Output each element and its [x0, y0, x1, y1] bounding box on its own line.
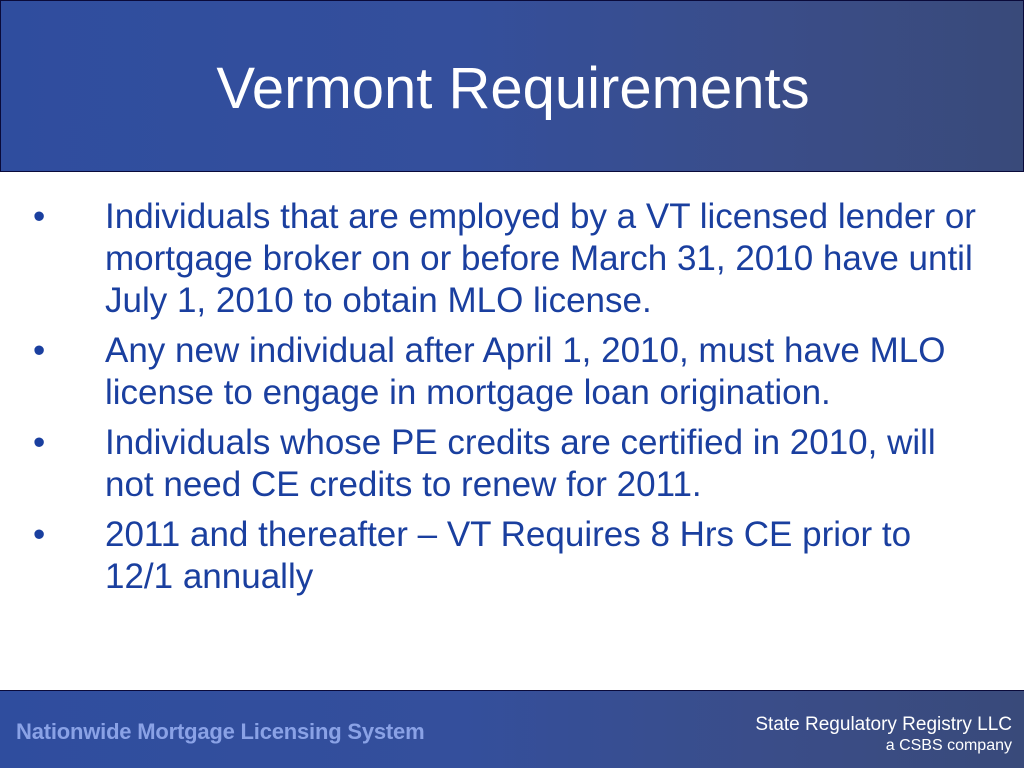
- slide-title: Vermont Requirements: [216, 56, 810, 121]
- footer-company-tagline: a CSBS company: [885, 737, 1012, 754]
- title-bar: [0, 0, 1024, 172]
- bullet-text: Individuals whose PE credits are certified in 2010, will not need CE credits to renew for 2011.: [105, 423, 936, 504]
- footer-company-info: [755, 713, 1012, 756]
- bullet-dot-icon: •: [33, 331, 46, 370]
- bullet-list: [0, 196, 1024, 606]
- bullet-item: [0, 422, 1024, 506]
- bullet-item: [0, 514, 1024, 598]
- bullet-item: [0, 330, 1024, 414]
- bullet-text: Any new individual after April 1, 2010, must have MLO license to engage in mortgage loan origination.: [105, 331, 946, 412]
- bullet-dot-icon: •: [33, 515, 46, 554]
- bullet-text: Individuals that are employed by a VT licensed lender or mortgage broker on or before March 31, 2010 have until July 1, 2010 to obtain MLO license.: [105, 197, 976, 320]
- footer-organization-name: Nationwide Mortgage Licensing System: [16, 719, 425, 744]
- footer-company-name: State Regulatory Registry LLC: [755, 714, 1012, 735]
- bullet-item: [0, 196, 1024, 322]
- bullet-dot-icon: •: [33, 423, 46, 462]
- bullet-dot-icon: •: [33, 197, 46, 236]
- bullet-text: 2011 and thereafter – VT Requires 8 Hrs CE prior to 12/1 annually: [105, 515, 912, 596]
- footer-bar: [0, 690, 1024, 768]
